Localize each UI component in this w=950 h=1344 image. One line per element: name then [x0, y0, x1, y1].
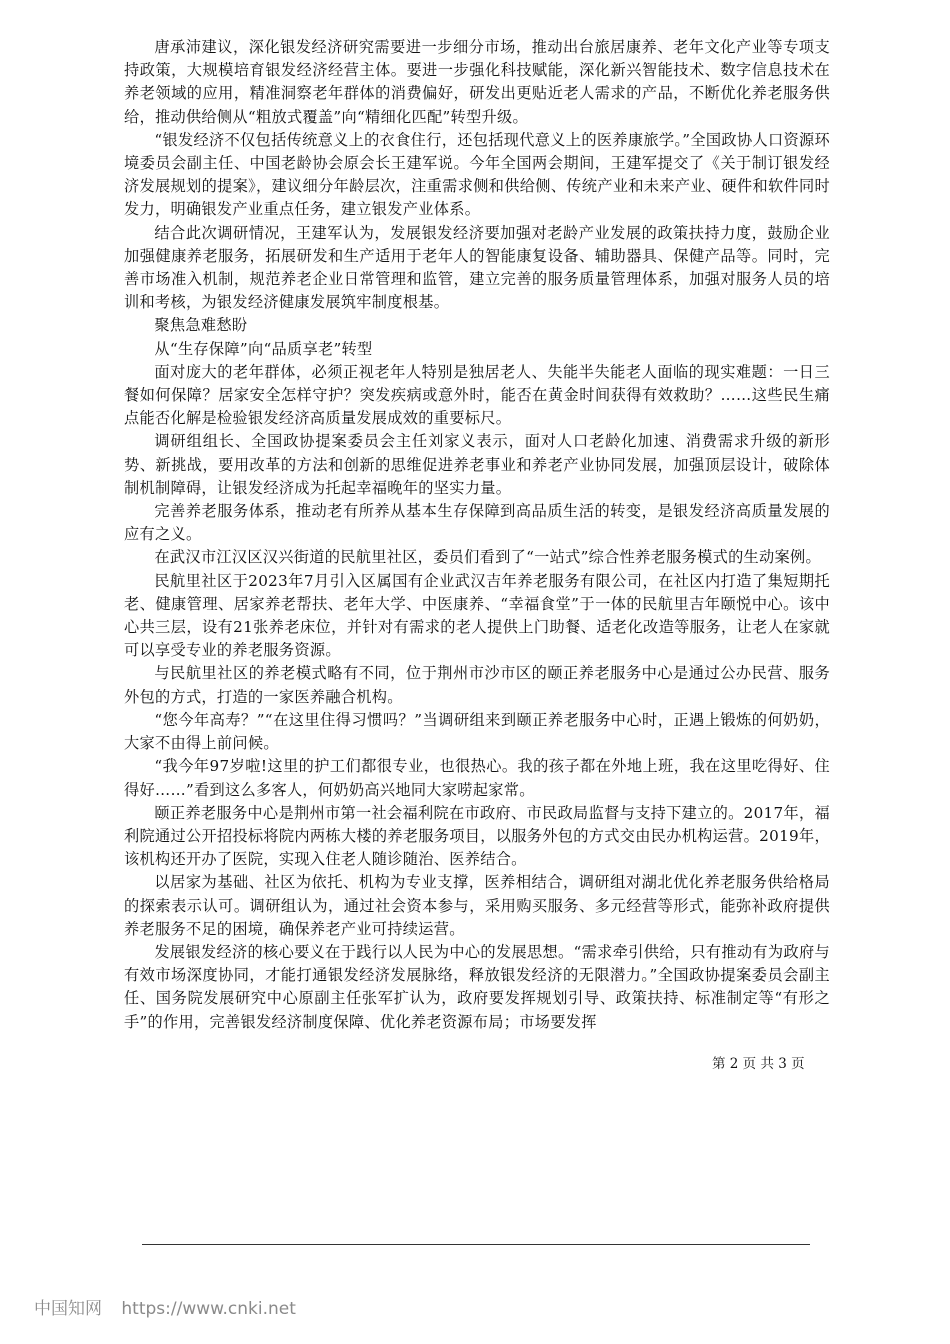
paragraph: 以居家为基础、社区为依托、机构为专业支撑，医养相结合，调研组对湖北优化养老服务供给格局的探索表示认可。调研组认为，通过社会资本参与，采用购买服务、多元经营等形式，能弥补政府提供养老服务不足的困境，确保养老产业可持续运营。: [124, 873, 830, 938]
paragraph: 面对庞大的老年群体，必须正视老年人特别是独居老人、失能半失能老人面临的现实难题：一日三餐如何保障？居家安全怎样守护？突发疾病或意外时，能否在黄金时间获得有效救助？……这些民生痛点能否化解是检验银发经济高质量发展成效的重要标尺。: [124, 362, 830, 428]
paragraph: 在武汉市江汉区汉兴街道的民航里社区，委员们看到了“一站式”综合性养老服务模式的生动案例。: [154, 548, 821, 567]
paragraph: “银发经济不仅包括传统意义上的衣食住行，还包括现代意义上的医养康旅学。”全国政协人口资源环境委员会副主任、中国老龄协会原会长王建军说。今年全国两会期间，王建军提交了《关于制订银发经济发展规划的提案》，建议细分年龄层次，注重需求侧和供给侧、传统产业和未来产业、硬件和软件同时发力，明确银发产业重点任务，建立银发产业体系。: [124, 130, 830, 219]
paragraph: “您今年高寿？”“在这里住得习惯吗？”当调研组来到颐正养老服务中心时，正遇上锻炼的何奶奶，大家不由得上前问候。: [124, 710, 830, 753]
paragraph: “我今年97岁啦!这里的护工们都很专业，也很热心。我的孩子都在外地上班，我在这里吃得好、住得好……”看到这么多客人，何奶奶高兴地同大家唠起家常。: [124, 757, 830, 799]
watermark-url: https://www.cnki.net: [121, 1299, 296, 1319]
cnki-watermark: [34, 1294, 296, 1319]
watermark-site-name: 中国知网: [34, 1299, 102, 1319]
article-body: [124, 36, 830, 1034]
paragraph: 民航里社区于2023年7月引入区属国有企业武汉吉年养老服务有限公司，在社区内打造了集短期托老、健康管理、居家养老帮扶、老年大学、中医康养、“幸福食堂”于一体的民航里吉年颐悦中心。该中心共三层，设有21张养老床位，并针对有需求的老人提供上门助餐、适老化改造等服务，让老人在家就可以享受专业的养老服务资源。: [124, 571, 830, 660]
paragraph: 调研组组长、全国政协提案委员会主任刘家义表示，面对人口老龄化加速、消费需求升级的新形势、新挑战，要用改革的方法和创新的思维促进养老事业和养老产业协同发展，加强顶层设计，破除体制机制障碍，让银发经济成为托起幸福晚年的坚实力量。: [124, 432, 830, 497]
paragraph: 唐承沛建议，深化银发经济研究需要进一步细分市场，推动出台旅居康养、老年文化产业等专项支持政策，大规模培育银发经济经营主体。要进一步强化科技赋能，深化新兴智能技术、数字信息技术在养老领域的应用，精准洞察老年群体的消费偏好，研发出更贴近老人需求的产品，不断优化养老服务供给，推动供给侧从“粗放式覆盖”向“精细化匹配”转型升级。: [124, 38, 830, 126]
paragraph: 与民航里社区的养老模式略有不同，位于荆州市沙市区的颐正养老服务中心是通过公办民营、服务外包的方式，打造的一家医养融合机构。: [124, 664, 830, 706]
paragraph: 颐正养老服务中心是荆州市第一社会福利院在市政府、市民政局监督与支持下建立的。2017年，福利院通过公开招投标将院内两栋大楼的养老服务项目，以服务外包的方式交由民办机构运营。2019年，该机构还开办了医院，实现入住老人随诊随治、医养结合。: [124, 803, 830, 869]
paragraph: 完善养老服务体系，推动老有所养从基本生存保障到高品质生活的转变，是银发经济高质量发展的应有之义。: [124, 502, 830, 544]
footer-divider: [142, 1244, 810, 1245]
paragraph: 发展银发经济的核心要义在于践行以人民为中心的发展思想。“需求牵引供给，只有推动有为政府与有效市场深度协同，才能打通银发经济发展脉络，释放银发经济的无限潜力。”全国政协提案委员会副主任、国务院发展研究中心原副主任张军扩认为，政府要发挥规划引导、政策扶持、标准制定等“有形之手”的作用，完善银发经济制度保障、优化养老资源布局；市场要发挥: [124, 942, 830, 1031]
page-number: 第 2 页 共 3 页: [712, 1056, 805, 1072]
paragraph: 结合此次调研情况，王建军认为，发展银发经济要加强对老龄产业发展的政策扶持力度，鼓励企业加强健康养老服务，拓展研发和生产适用于老年人的智能康复设备、辅助器具、保健产品等。同时，完善市场准入机制，规范养老企业日常管理和监管，建立完善的服务质量管理体系，加强对服务人员的培训和考核，为银发经济健康发展筑牢制度根基。: [124, 223, 830, 312]
section-heading: 聚焦急难愁盼: [154, 316, 248, 335]
section-subheading: 从“生存保障”向“品质享老”转型: [154, 339, 373, 358]
